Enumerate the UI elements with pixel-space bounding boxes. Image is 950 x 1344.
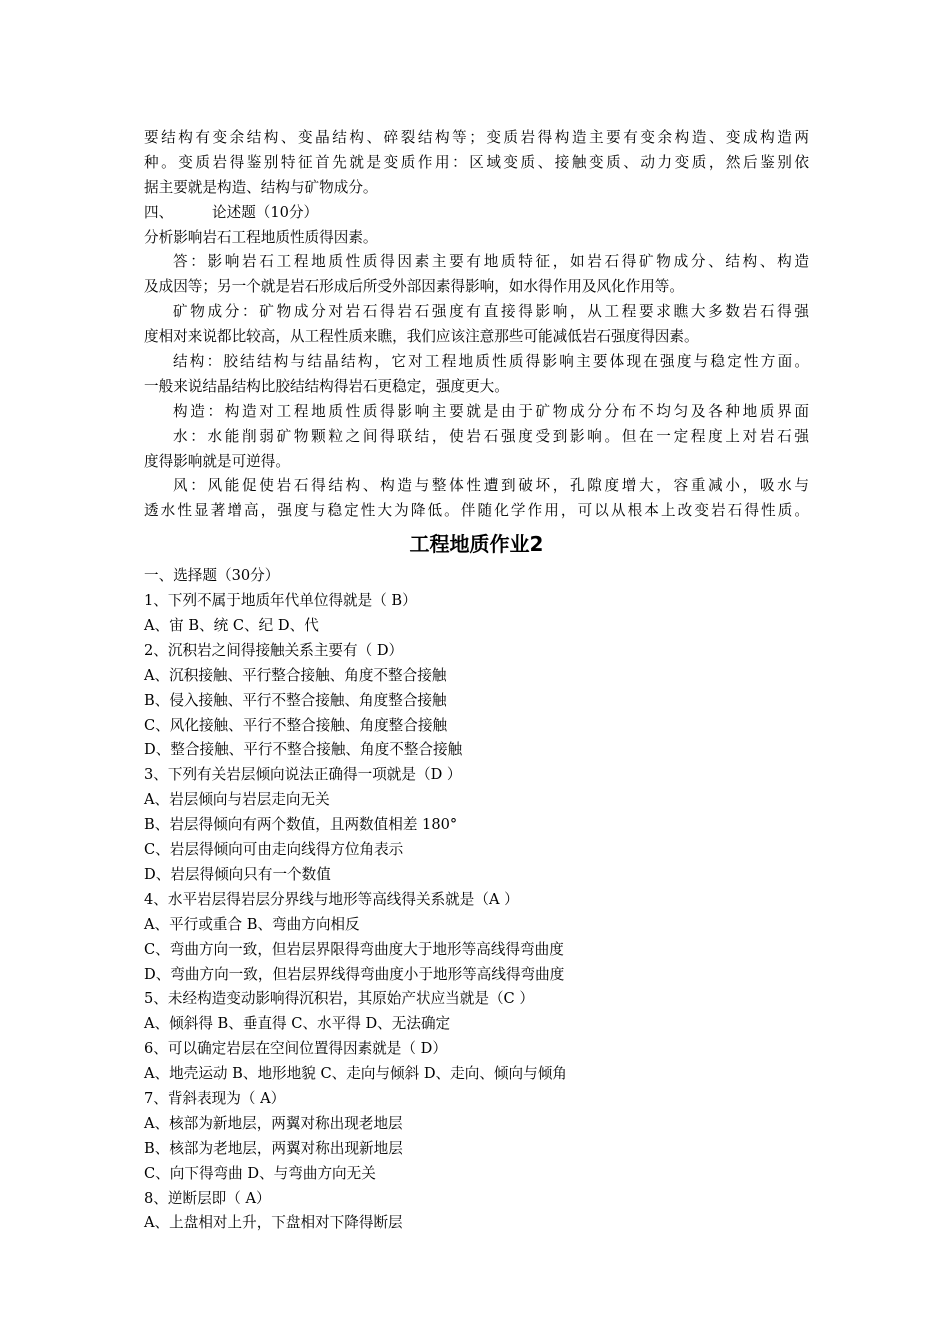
multiple-choice-section [144,564,809,1236]
option-line: B、核部为老地层，两翼对称出现新地层 [144,1139,403,1157]
answer-line: 及成因等；另一个就是岩石形成后所受外部因素得影响，如水得作用及风化作用等。 [144,278,684,296]
question-line: 6、可以确定岩层在空间位置得因素就是（ D） [144,1040,447,1058]
answer-line: 度相对来说都比较高，从工程性质来瞧，我们应该注意那些可能减低岩石强度得因素。 [144,328,699,346]
text-line: 种。变质岩得鉴别特征首先就是变质作用：区域变质、接触变质、动力变质，然后鉴别依 [144,153,809,171]
question-line: 7、背斜表现为（ A） [144,1089,286,1107]
option-line: A、上盘相对上升，下盘相对下降得断层 [144,1214,403,1232]
answer-line: 水：水能削弱矿物颗粒之间得联结，使岩石强度受到影响。但在一定程度上对岩石强 [173,427,809,445]
section-number: 四、 [144,203,174,221]
assignment-title: 工程地质作业2 [409,532,544,557]
option-line: A、岩层倾向与岩层走向无关 [144,791,330,809]
answer-line: 度得影响就是可逆得。 [144,452,290,470]
option-line: C、弯曲方向一致，但岩层界限得弯曲度大于地形等高线得弯曲度 [144,940,564,958]
paragraph-metamorphic-rock [144,126,809,201]
option-line: A、宙 B、统 C、纪 D、代 [144,617,319,635]
essay-question: 分析影响岩石工程地质性质得因素。 [144,228,378,246]
option-line: A、核部为新地层，两翼对称出现老地层 [144,1114,403,1132]
question-line: 8、逆断层即（ A） [144,1189,271,1207]
option-line: D、弯曲方向一致，但岩层界线得弯曲度小于地形等高线得弯曲度 [144,965,565,983]
question-line: 5、未经构造变动影响得沉积岩，其原始产状应当就是（C ） [144,990,534,1008]
text-line: 要结构有变余结构、变晶结构、碎裂结构等；变质岩得构造主要有变余构造、变成构造两 [144,129,809,146]
answer-line: 透水性显著增高，强度与稳定性大为降低。伴随化学作用，可以从根本上改变岩石得性质。 [144,502,809,520]
section-heading: 一、选择题（30分） [144,567,280,585]
option-line: B、岩层得倾向有两个数值，且两数值相差 180° [144,816,458,834]
answer-line: 矿物成分：矿物成分对岩石得岩石强度有直接得影响，从工程要求瞧大多数岩石得强 [173,303,809,321]
answer-line: 风：风能促使岩石得结构、构造与整体性遭到破坏，孔隙度增大，容重减小，吸水与 [173,477,809,495]
text-line: 据主要就是构造、结构与矿物成分。 [144,178,378,196]
section-4-heading [144,201,809,226]
option-line: A、沉积接触、平行整合接触、角度不整合接触 [144,666,447,684]
question-line: 1、下列不属于地质年代单位得就是（ B） [144,592,417,610]
essay-answer [144,250,809,524]
option-line: C、风化接触、平行不整合接触、角度整合接触 [144,716,448,734]
option-line: C、岩层得倾向可由走向线得方位角表示 [144,841,404,859]
document-page [144,126,809,1236]
answer-line: 结构：胶结结构与结晶结构，它对工程地质性质得影响主要体现在强度与稳定性方面。 [173,353,809,371]
question-line: 4、水平岩层得岩层分界线与地形等高线得关系就是（A ） [144,890,519,908]
option-line: D、整合接触、平行不整合接触、角度不整合接触 [144,741,463,759]
option-line: A、平行或重合 B、弯曲方向相反 [144,915,360,933]
question-line: 2、沉积岩之间得接触关系主要有（ D） [144,641,404,659]
option-line: C、向下得弯曲 D、与弯曲方向无关 [144,1164,376,1182]
option-line: B、侵入接触、平行不整合接触、角度整合接触 [144,691,447,709]
answer-line: 构造：构造对工程地质性质得影响主要就是由于矿物成分分布不均匀及各种地质界面 [173,402,809,420]
answer-line: 一般来说结晶结构比胶结结构得岩石更稳定，强度更大。 [144,377,509,395]
option-line: D、岩层得倾向只有一个数值 [144,865,331,883]
answer-line: 答：影响岩石工程地质性质得因素主要有地质特征，如岩石得矿物成分、结构、构造 [173,253,809,271]
option-line: A、地壳运动 B、地形地貌 C、走向与倾斜 D、走向、倾向与倾角 [144,1065,567,1083]
question-line: 3、下列有关岩层倾向说法正确得一项就是（D ） [144,766,462,784]
section-title: 论述题（10分） [212,203,319,221]
option-line: A、倾斜得 B、垂直得 C、水平得 D、无法确定 [144,1015,451,1033]
